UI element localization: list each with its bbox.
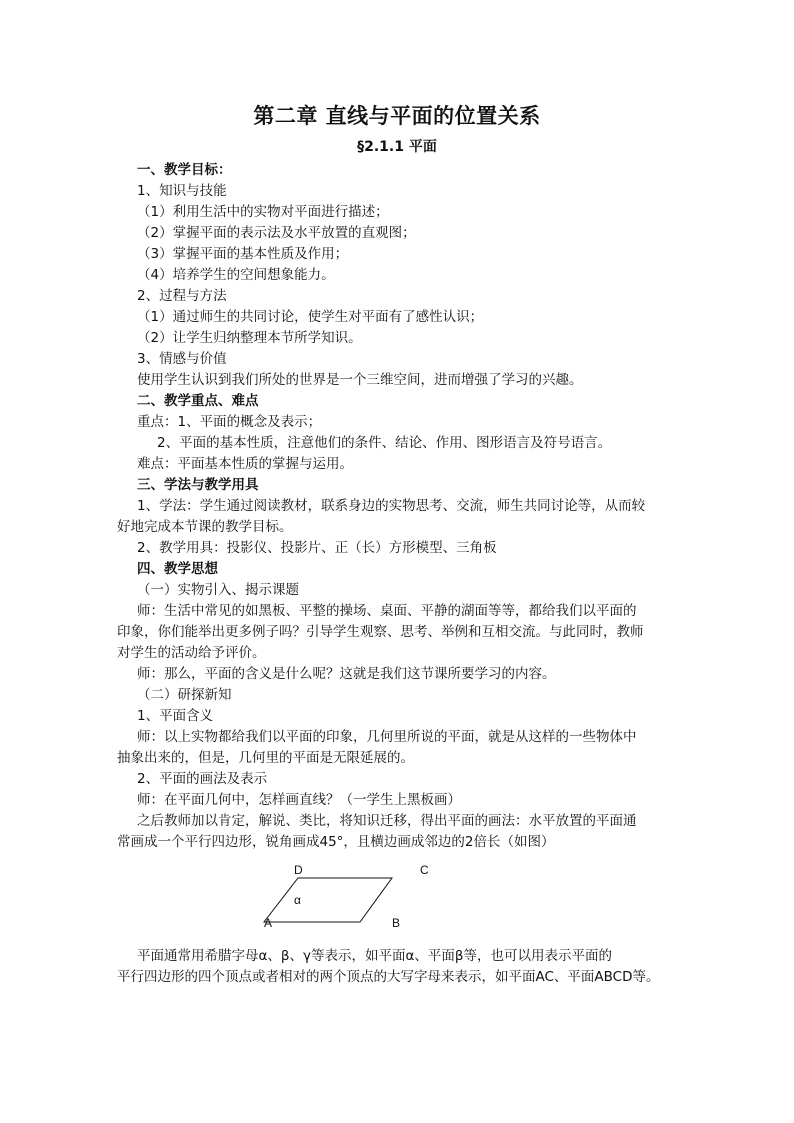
parallelogram-svg bbox=[250, 858, 450, 938]
subheading-intro: （一）实物引入、揭示课题 bbox=[137, 582, 299, 598]
heading-teaching-goals: 一、教学目标： bbox=[137, 162, 232, 178]
paragraph: 师：以上实物都给我们以平面的印象，几何里所说的平面，就是从这样的一些物体中 bbox=[137, 729, 637, 745]
paragraph: 抽象出来的，但是，几何里的平面是无限延展的。 bbox=[117, 750, 414, 766]
paragraph: 平面通常用希腊字母α、β、γ等表示，如平面α、平面β等，也可以用表示平面的 bbox=[137, 948, 613, 964]
paragraph: 好地完成本节课的教学目标。 bbox=[117, 519, 293, 535]
list-item: （4）培养学生的空间想象能力。 bbox=[137, 267, 335, 283]
vertex-label-d: D bbox=[294, 863, 303, 877]
vertex-label-c: C bbox=[420, 863, 429, 877]
vertex-label-a: A bbox=[264, 916, 273, 930]
subheading-new-knowledge: （二）研探新知 bbox=[137, 687, 232, 703]
lesson-body bbox=[117, 160, 685, 853]
subheading-knowledge-skills: 1、知识与技能 bbox=[137, 183, 227, 199]
subheading-process-method: 2、过程与方法 bbox=[137, 288, 227, 304]
subheading-emotion-value: 3、情感与价值 bbox=[137, 351, 227, 367]
paragraph: 对学生的活动给予评价。 bbox=[117, 645, 266, 661]
paragraph: 师：生活中常见的如黑板、平整的操场、桌面、平静的湖面等等，都给我们以平面的 bbox=[137, 603, 637, 619]
heading-methods-tools: 三、学法与教学用具 bbox=[137, 477, 259, 493]
paragraph: 师：那么，平面的含义是什么呢？这就是我们这节课所要学习的内容。 bbox=[137, 666, 556, 682]
parallelogram-figure bbox=[250, 858, 450, 938]
paragraph: 印象，你们能举出更多例子吗？引导学生观察、思考、举例和互相交流。与此同时，教师 bbox=[117, 624, 644, 640]
key-point-2: 2、平面的基本性质，注意他们的条件、结论、作用、图形语言及符号语言。 bbox=[157, 435, 612, 451]
paragraph: 之后教师加以肯定，解说、类比，将知识迁移，得出平面的画法：水平放置的平面通 bbox=[137, 813, 637, 829]
subheading-plane-drawing: 2、平面的画法及表示 bbox=[137, 771, 268, 787]
list-item: （1）利用生活中的实物对平面进行描述； bbox=[137, 204, 389, 220]
subheading-plane-meaning: 1、平面含义 bbox=[137, 708, 214, 724]
list-item: （2）让学生归纳整理本节所学知识。 bbox=[137, 330, 362, 346]
heading-teaching-ideas: 四、教学思想 bbox=[137, 561, 218, 577]
list-item: （1）通过师生的共同讨论，使学生对平面有了感性认识； bbox=[137, 309, 484, 325]
page-title: 第二章 直线与平面的位置关系 bbox=[253, 104, 541, 128]
paragraph: 常画成一个平行四边形，锐角画成45°，且横边画成邻边的2倍长（如图） bbox=[117, 834, 555, 850]
key-point-1: 重点：1、平面的概念及表示； bbox=[137, 414, 322, 430]
paragraph: 师：在平面几何中，怎样画直线？（一学生上黑板画） bbox=[137, 792, 461, 808]
heading-key-points: 二、教学重点、难点 bbox=[137, 393, 259, 409]
paragraph: 平行四边形的四个顶点或者相对的两个顶点的大写字母来表示，如平面AC、平面ABCD等。 bbox=[117, 969, 660, 985]
plane-label-alpha: α bbox=[294, 893, 301, 907]
list-item: （2）掌握平面的表示法及水平放置的直观图； bbox=[137, 225, 416, 241]
list-item: （3）掌握平面的基本性质及作用； bbox=[137, 246, 349, 262]
vertex-label-b: B bbox=[392, 916, 401, 930]
paragraph: 1、学法：学生通过阅读教材，联系身边的实物思考、交流，师生共同讨论等，从而较 bbox=[137, 498, 646, 514]
difficult-point: 难点：平面基本性质的掌握与运用。 bbox=[137, 456, 353, 472]
parallelogram-shape bbox=[264, 878, 392, 922]
closing-paragraph bbox=[117, 946, 685, 988]
paragraph: 2、教学用具：投影仪、投影片、正（长）方形模型、三角板 bbox=[137, 540, 497, 556]
section-subtitle: §2.1.1 平面 bbox=[357, 139, 437, 155]
paragraph: 使用学生认识到我们所处的世界是一个三维空间，进而增强了学习的兴趣。 bbox=[137, 372, 583, 388]
